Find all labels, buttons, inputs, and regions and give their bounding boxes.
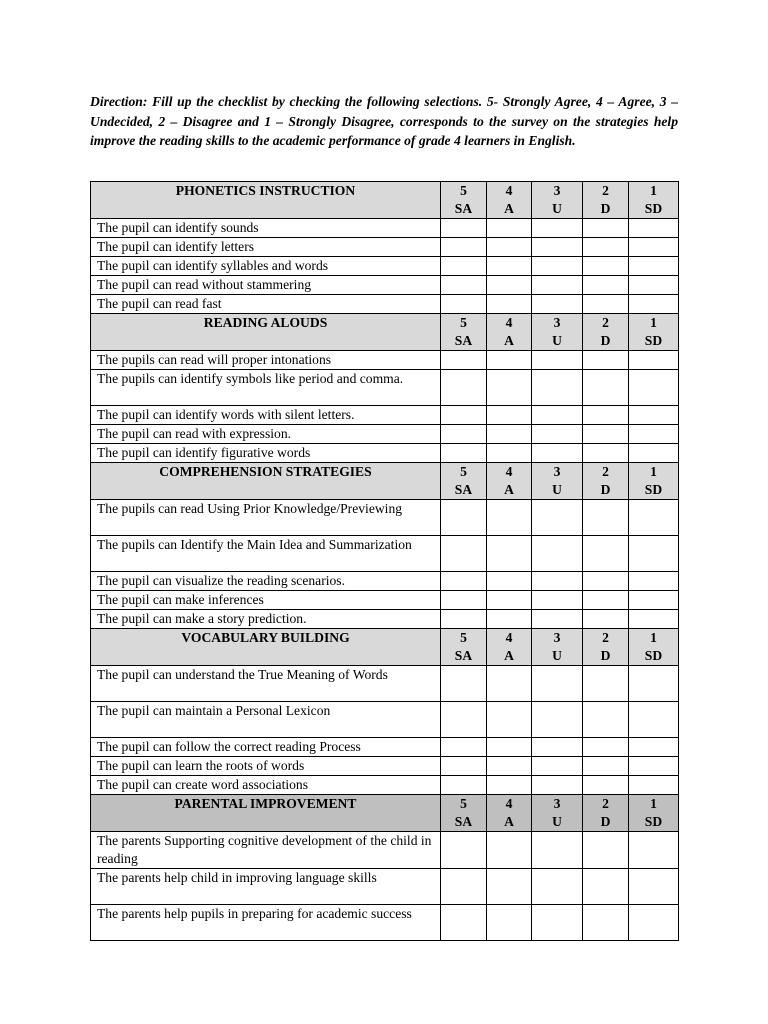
- statement-row: [91, 905, 679, 941]
- scale-header-a: [487, 182, 532, 219]
- statement-row: [91, 370, 679, 406]
- rating-cell-u[interactable]: [532, 572, 583, 591]
- section-title: READING ALOUDS: [91, 314, 441, 351]
- scale-abbreviation: SD: [644, 814, 663, 829]
- rating-cell-sd[interactable]: [629, 257, 679, 276]
- section-header-row: [91, 795, 679, 832]
- rating-cell-u[interactable]: [532, 370, 583, 406]
- section-title: VOCABULARY BUILDING: [91, 629, 441, 666]
- statement-text: The pupil can create word associations: [91, 776, 441, 795]
- rating-cell-d[interactable]: [583, 572, 629, 591]
- rating-cell-sd[interactable]: [629, 238, 679, 257]
- scale-abbreviation: SA: [454, 648, 473, 663]
- rating-cell-a[interactable]: [487, 757, 532, 776]
- rating-cell-sa[interactable]: [441, 425, 487, 444]
- rating-cell-d[interactable]: [583, 610, 629, 629]
- scale-header-sa: [441, 314, 487, 351]
- statement-row: [91, 572, 679, 591]
- rating-cell-u[interactable]: [532, 610, 583, 629]
- scale-header-d: [583, 463, 629, 500]
- scale-number: 3: [553, 315, 561, 330]
- statement-text: The pupil can identify letters: [91, 238, 441, 257]
- rating-cell-d[interactable]: [583, 738, 629, 757]
- rating-cell-sd[interactable]: [629, 738, 679, 757]
- statement-row: [91, 776, 679, 795]
- rating-cell-a[interactable]: [487, 776, 532, 795]
- scale-number: 4: [505, 630, 513, 645]
- statement-row: [91, 295, 679, 314]
- statement-row: [91, 276, 679, 295]
- scale-number: 3: [553, 630, 561, 645]
- rating-cell-d[interactable]: [583, 591, 629, 610]
- scale-abbreviation: U: [552, 201, 562, 216]
- scale-header-d: [583, 629, 629, 666]
- statement-row: [91, 869, 679, 905]
- scale-number: 3: [553, 796, 561, 811]
- rating-cell-d[interactable]: [583, 500, 629, 536]
- scale-abbreviation: SA: [454, 482, 473, 497]
- statement-row: [91, 757, 679, 776]
- statement-text: The pupil can make a story prediction.: [91, 610, 441, 629]
- scale-number: 2: [602, 183, 609, 198]
- scale-header-d: [583, 314, 629, 351]
- scale-number: 1: [650, 183, 657, 198]
- scale-header-sd: [629, 463, 679, 500]
- scale-abbreviation: SD: [644, 648, 663, 663]
- scale-abbreviation: A: [504, 648, 514, 663]
- rating-cell-a[interactable]: [487, 351, 532, 370]
- rating-cell-sa[interactable]: [441, 351, 487, 370]
- rating-cell-sa[interactable]: [441, 238, 487, 257]
- rating-cell-d[interactable]: [583, 238, 629, 257]
- rating-cell-a[interactable]: [487, 610, 532, 629]
- statement-text: The pupil can identify words with silent letters.: [91, 406, 441, 425]
- rating-cell-u[interactable]: [532, 500, 583, 536]
- rating-cell-d[interactable]: [583, 444, 629, 463]
- checklist-table: [90, 181, 679, 941]
- scale-header-sa: [441, 463, 487, 500]
- rating-cell-u[interactable]: [532, 444, 583, 463]
- scale-header-sa: [441, 182, 487, 219]
- rating-cell-sd[interactable]: [629, 425, 679, 444]
- rating-cell-a[interactable]: [487, 238, 532, 257]
- scale-header-a: [487, 314, 532, 351]
- scale-number: 4: [505, 183, 513, 198]
- rating-cell-d[interactable]: [583, 536, 629, 572]
- scale-abbreviation: A: [504, 482, 514, 497]
- scale-number: 4: [505, 796, 513, 811]
- rating-cell-u[interactable]: [532, 905, 583, 941]
- rating-cell-u[interactable]: [532, 238, 583, 257]
- rating-cell-a[interactable]: [487, 869, 532, 905]
- scale-number: 1: [650, 630, 657, 645]
- scale-header-u: [532, 182, 583, 219]
- scale-abbreviation: SD: [644, 201, 663, 216]
- statement-text: The pupil can understand the True Meaning of Words: [91, 666, 441, 702]
- section-header-row: [91, 629, 679, 666]
- scale-header-sa: [441, 795, 487, 832]
- rating-cell-d[interactable]: [583, 425, 629, 444]
- scale-number: 3: [553, 183, 561, 198]
- scale-number: 5: [460, 796, 467, 811]
- scale-abbreviation: D: [600, 482, 611, 497]
- rating-cell-u[interactable]: [532, 406, 583, 425]
- scale-number: 5: [460, 315, 467, 330]
- rating-cell-d[interactable]: [583, 869, 629, 905]
- scale-abbreviation: U: [552, 648, 562, 663]
- rating-cell-u[interactable]: [532, 702, 583, 738]
- scale-number: 2: [602, 315, 609, 330]
- rating-cell-a[interactable]: [487, 276, 532, 295]
- rating-cell-u[interactable]: [532, 257, 583, 276]
- rating-cell-d[interactable]: [583, 776, 629, 795]
- statement-text: The pupil can identify syllables and words: [91, 257, 441, 276]
- statement-text: The pupil can visualize the reading scenarios.: [91, 572, 441, 591]
- rating-cell-a[interactable]: [487, 219, 532, 238]
- rating-cell-d[interactable]: [583, 351, 629, 370]
- rating-cell-sd[interactable]: [629, 500, 679, 536]
- scale-abbreviation: A: [504, 333, 514, 348]
- statement-text: The pupil can read fast: [91, 295, 441, 314]
- rating-cell-sd[interactable]: [629, 276, 679, 295]
- scale-header-a: [487, 629, 532, 666]
- statement-text: The pupils can read Using Prior Knowledge/Previewing: [91, 500, 441, 536]
- scale-abbreviation: SA: [454, 814, 473, 829]
- rating-cell-a[interactable]: [487, 666, 532, 702]
- rating-cell-d[interactable]: [583, 276, 629, 295]
- rating-cell-a[interactable]: [487, 295, 532, 314]
- scale-header-u: [532, 314, 583, 351]
- rating-cell-sd[interactable]: [629, 536, 679, 572]
- scale-header-d: [583, 795, 629, 832]
- statement-text: The pupil can learn the roots of words: [91, 757, 441, 776]
- statement-text: The pupils can identify symbols like period and comma.: [91, 370, 441, 406]
- rating-cell-d[interactable]: [583, 666, 629, 702]
- rating-cell-sa[interactable]: [441, 776, 487, 795]
- rating-cell-a[interactable]: [487, 832, 532, 869]
- rating-cell-sa[interactable]: [441, 500, 487, 536]
- scale-abbreviation: U: [552, 333, 562, 348]
- rating-cell-sd[interactable]: [629, 832, 679, 869]
- scale-header-d: [583, 182, 629, 219]
- statement-row: [91, 238, 679, 257]
- rating-cell-sa[interactable]: [441, 591, 487, 610]
- statement-text: The parents help pupils in preparing for academic success: [91, 905, 441, 941]
- section-header-row: [91, 463, 679, 500]
- scale-number: 2: [602, 630, 609, 645]
- scale-abbreviation: SD: [644, 482, 663, 497]
- rating-cell-sa[interactable]: [441, 536, 487, 572]
- rating-cell-sa[interactable]: [441, 738, 487, 757]
- scale-number: 1: [650, 464, 657, 479]
- scale-abbreviation: D: [600, 201, 611, 216]
- rating-cell-u[interactable]: [532, 666, 583, 702]
- scale-abbreviation: SA: [454, 333, 473, 348]
- scale-header-u: [532, 463, 583, 500]
- scale-number: 4: [505, 464, 513, 479]
- statement-text: The pupil can identify sounds: [91, 219, 441, 238]
- rating-cell-d[interactable]: [583, 406, 629, 425]
- scale-number: 2: [602, 796, 609, 811]
- statement-text: The pupil can make inferences: [91, 591, 441, 610]
- rating-cell-a[interactable]: [487, 257, 532, 276]
- rating-cell-sd[interactable]: [629, 905, 679, 941]
- statement-row: [91, 536, 679, 572]
- statement-text: The pupils can Identify the Main Idea and Summarization: [91, 536, 441, 572]
- rating-cell-sa[interactable]: [441, 869, 487, 905]
- scale-header-a: [487, 463, 532, 500]
- rating-cell-sd[interactable]: [629, 610, 679, 629]
- statement-text: The pupil can follow the correct reading Process: [91, 738, 441, 757]
- statement-row: [91, 219, 679, 238]
- scale-abbreviation: U: [552, 814, 562, 829]
- statement-text: The pupil can read without stammering: [91, 276, 441, 295]
- rating-cell-d[interactable]: [583, 257, 629, 276]
- rating-cell-u[interactable]: [532, 869, 583, 905]
- scale-abbreviation: U: [552, 482, 562, 497]
- rating-cell-u[interactable]: [532, 276, 583, 295]
- rating-cell-a[interactable]: [487, 444, 532, 463]
- rating-cell-sd[interactable]: [629, 776, 679, 795]
- rating-cell-d[interactable]: [583, 832, 629, 869]
- rating-cell-u[interactable]: [532, 738, 583, 757]
- rating-cell-a[interactable]: [487, 591, 532, 610]
- statement-row: [91, 610, 679, 629]
- rating-cell-d[interactable]: [583, 702, 629, 738]
- rating-cell-u[interactable]: [532, 832, 583, 869]
- statement-row: [91, 500, 679, 536]
- rating-cell-a[interactable]: [487, 572, 532, 591]
- scale-header-u: [532, 629, 583, 666]
- rating-cell-sa[interactable]: [441, 276, 487, 295]
- statement-row: [91, 666, 679, 702]
- scale-abbreviation: SD: [644, 333, 663, 348]
- scale-number: 1: [650, 796, 657, 811]
- section-title: PHONETICS INSTRUCTION: [91, 182, 441, 219]
- rating-cell-sd[interactable]: [629, 702, 679, 738]
- scale-header-u: [532, 795, 583, 832]
- scale-number: 1: [650, 315, 657, 330]
- rating-cell-a[interactable]: [487, 702, 532, 738]
- rating-cell-sa[interactable]: [441, 610, 487, 629]
- rating-cell-d[interactable]: [583, 757, 629, 776]
- statement-row: [91, 257, 679, 276]
- rating-cell-u[interactable]: [532, 219, 583, 238]
- rating-cell-u[interactable]: [532, 776, 583, 795]
- rating-cell-sd[interactable]: [629, 295, 679, 314]
- rating-cell-sa[interactable]: [441, 757, 487, 776]
- rating-cell-u[interactable]: [532, 295, 583, 314]
- rating-cell-a[interactable]: [487, 738, 532, 757]
- statement-text: The pupils can read will proper intonations: [91, 351, 441, 370]
- rating-cell-a[interactable]: [487, 905, 532, 941]
- scale-abbreviation: SA: [454, 201, 473, 216]
- scale-header-sd: [629, 795, 679, 832]
- statement-row: [91, 444, 679, 463]
- rating-cell-sa[interactable]: [441, 572, 487, 591]
- scale-header-a: [487, 795, 532, 832]
- rating-cell-d[interactable]: [583, 905, 629, 941]
- statement-row: [91, 738, 679, 757]
- rating-cell-a[interactable]: [487, 406, 532, 425]
- rating-cell-sa[interactable]: [441, 666, 487, 702]
- statement-text: The parents help child in improving language skills: [91, 869, 441, 905]
- rating-cell-u[interactable]: [532, 757, 583, 776]
- rating-cell-sd[interactable]: [629, 351, 679, 370]
- rating-cell-d[interactable]: [583, 219, 629, 238]
- scale-header-sd: [629, 629, 679, 666]
- rating-cell-u[interactable]: [532, 351, 583, 370]
- rating-cell-sd[interactable]: [629, 757, 679, 776]
- statement-text: The pupil can read with expression.: [91, 425, 441, 444]
- scale-abbreviation: D: [600, 648, 611, 663]
- rating-cell-sd[interactable]: [629, 370, 679, 406]
- rating-cell-sa[interactable]: [441, 905, 487, 941]
- rating-cell-sa[interactable]: [441, 406, 487, 425]
- rating-cell-sa[interactable]: [441, 832, 487, 869]
- statement-row: [91, 832, 679, 869]
- rating-cell-sa[interactable]: [441, 370, 487, 406]
- scale-abbreviation: D: [600, 814, 611, 829]
- rating-cell-a[interactable]: [487, 536, 532, 572]
- scale-number: 5: [460, 183, 467, 198]
- rating-cell-a[interactable]: [487, 425, 532, 444]
- rating-cell-sa[interactable]: [441, 257, 487, 276]
- statement-row: [91, 591, 679, 610]
- scale-number: 3: [553, 464, 561, 479]
- rating-cell-sd[interactable]: [629, 869, 679, 905]
- statement-row: [91, 702, 679, 738]
- statement-text: The pupil can maintain a Personal Lexicon: [91, 702, 441, 738]
- scale-number: 5: [460, 464, 467, 479]
- statement-row: [91, 351, 679, 370]
- statement-text: The parents Supporting cognitive development of the child in reading: [91, 832, 441, 869]
- section-title: PARENTAL IMPROVEMENT: [91, 795, 441, 832]
- scale-abbreviation: A: [504, 201, 514, 216]
- checklist-body: [91, 182, 679, 941]
- rating-cell-sd[interactable]: [629, 666, 679, 702]
- statement-row: [91, 406, 679, 425]
- scale-abbreviation: A: [504, 814, 514, 829]
- scale-abbreviation: D: [600, 333, 611, 348]
- section-header-row: [91, 314, 679, 351]
- section-header-row: [91, 182, 679, 219]
- rating-cell-u[interactable]: [532, 536, 583, 572]
- scale-header-sd: [629, 314, 679, 351]
- scale-header-sd: [629, 182, 679, 219]
- scale-number: 4: [505, 315, 513, 330]
- rating-cell-a[interactable]: [487, 500, 532, 536]
- rating-cell-a[interactable]: [487, 370, 532, 406]
- statement-row: [91, 425, 679, 444]
- rating-cell-sd[interactable]: [629, 219, 679, 238]
- rating-cell-d[interactable]: [583, 370, 629, 406]
- scale-number: 5: [460, 630, 467, 645]
- rating-cell-sd[interactable]: [629, 591, 679, 610]
- rating-cell-d[interactable]: [583, 295, 629, 314]
- rating-cell-sa[interactable]: [441, 219, 487, 238]
- scale-header-sa: [441, 629, 487, 666]
- statement-text: The pupil can identify figurative words: [91, 444, 441, 463]
- rating-cell-sa[interactable]: [441, 295, 487, 314]
- rating-cell-sa[interactable]: [441, 444, 487, 463]
- rating-cell-u[interactable]: [532, 591, 583, 610]
- rating-cell-sa[interactable]: [441, 702, 487, 738]
- section-title: COMPREHENSION STRATEGIES: [91, 463, 441, 500]
- rating-cell-sd[interactable]: [629, 406, 679, 425]
- rating-cell-sd[interactable]: [629, 572, 679, 591]
- direction-text: Direction: Fill up the checklist by checking the following selections. 5- Strongly Agree, 4 – Agree, 3 – Undecided, 2 – Disagree and 1 – Strongly Disagree, corresponds to the survey on the strategies help improve the reading skills to the academic performance of grade 4 learners in English.: [90, 94, 678, 148]
- rating-cell-u[interactable]: [532, 425, 583, 444]
- scale-number: 2: [602, 464, 609, 479]
- rating-cell-sd[interactable]: [629, 444, 679, 463]
